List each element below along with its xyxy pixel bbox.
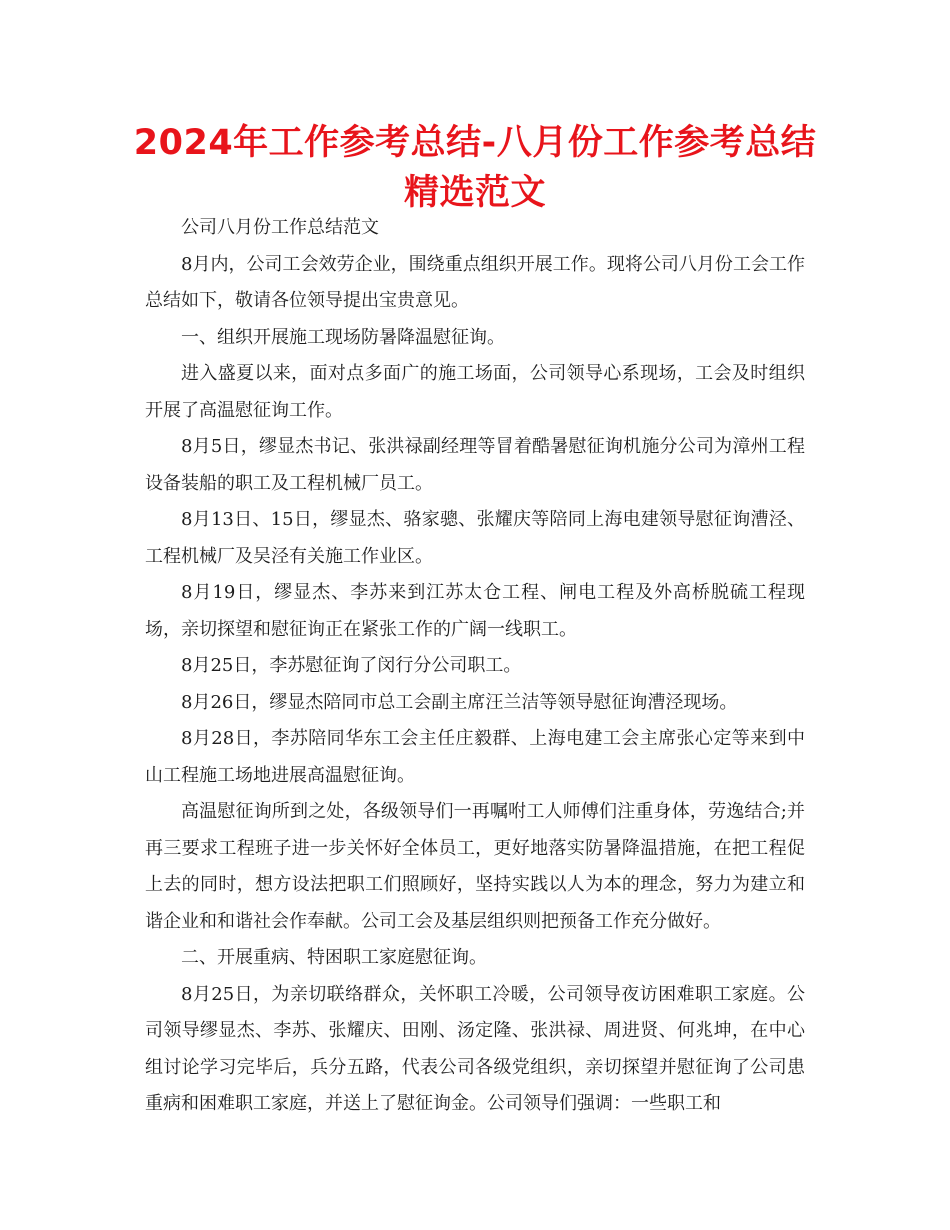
paragraph: 8月19日，缪显杰、李苏来到江苏太仓工程、闸电工程及外高桥脱硫工程现场，亲切探望和慰征询正在紧张工作的广阔一线职工。 — [145, 582, 805, 640]
paragraph: 8月28日，李苏陪同华东工会主任庄毅群、上海电建工会主席张心定等来到中山工程施工场地进展高温慰征询。 — [145, 728, 805, 786]
paragraph: 8月5日，缪显杰书记、张洪禄副经理等冒着酷暑慰征询机施分公司为漳州工程设备装船的职工及工程机械厂员工。 — [145, 436, 805, 494]
paragraph: 8月26日，缪显杰陪同市总工会副主席汪兰洁等领导慰征询漕泾现场。 — [181, 691, 738, 713]
paragraph: 高温慰征询所到之处，各级领导们一再嘱咐工人师傅们注重身体，劳逸结合;并再三要求工程班子进一步关怀好全体员工，更好地落实防暑降温措施，在把工程促上去的同时，想方设法把职工们照顾好，坚持实践以人为本的理念，努力为建立和谐企业和和谐社会作奉献。公司工会及基层组织则把预备工作充分做好。 — [145, 801, 805, 932]
paragraph: 8月13日、15日，缪显杰、骆家骢、张耀庆等陪同上海电建领导慰征询漕泾、工程机械厂及吴泾有关施工作业区。 — [145, 509, 805, 567]
document-body — [145, 210, 805, 1123]
paragraph: 进入盛夏以来，面对点多面广的施工场面，公司领导心系现场，工会及时组织开展了高温慰征询工作。 — [145, 363, 805, 421]
paragraph: 8月内，公司工会效劳企业，围绕重点组织开展工作。现将公司八月份工会工作总结如下，敬请各位领导提出宝贵意见。 — [145, 253, 805, 311]
paragraph: 8月25日，李苏慰征询了闵行分公司职工。 — [181, 655, 522, 676]
section-heading: 二、开展重病、特困职工家庭慰征询。 — [181, 947, 487, 968]
paragraph: 8月25日，为亲切联络群众，关怀职工冷暖，公司领导夜访困难职工家庭。公司领导缪显杰、李苏、张耀庆、田刚、汤定隆、张洪禄、周进贤、何兆坤，在中心组讨论学习完毕后，兵分五路，代表公司各级党组织，亲切探望并慰征询了公司患重病和困难职工家庭，并送上了慰征询金。公司领导们强调：一些职工和 — [145, 983, 805, 1114]
section-heading: 一、组织开展施工现场防暑降温慰征询。 — [181, 326, 505, 348]
paragraph-heading: 公司八月份工作总结范文 — [181, 217, 379, 238]
document-title: 2024年工作参考总结-八月份工作参考总结精选范文 — [133, 123, 817, 213]
